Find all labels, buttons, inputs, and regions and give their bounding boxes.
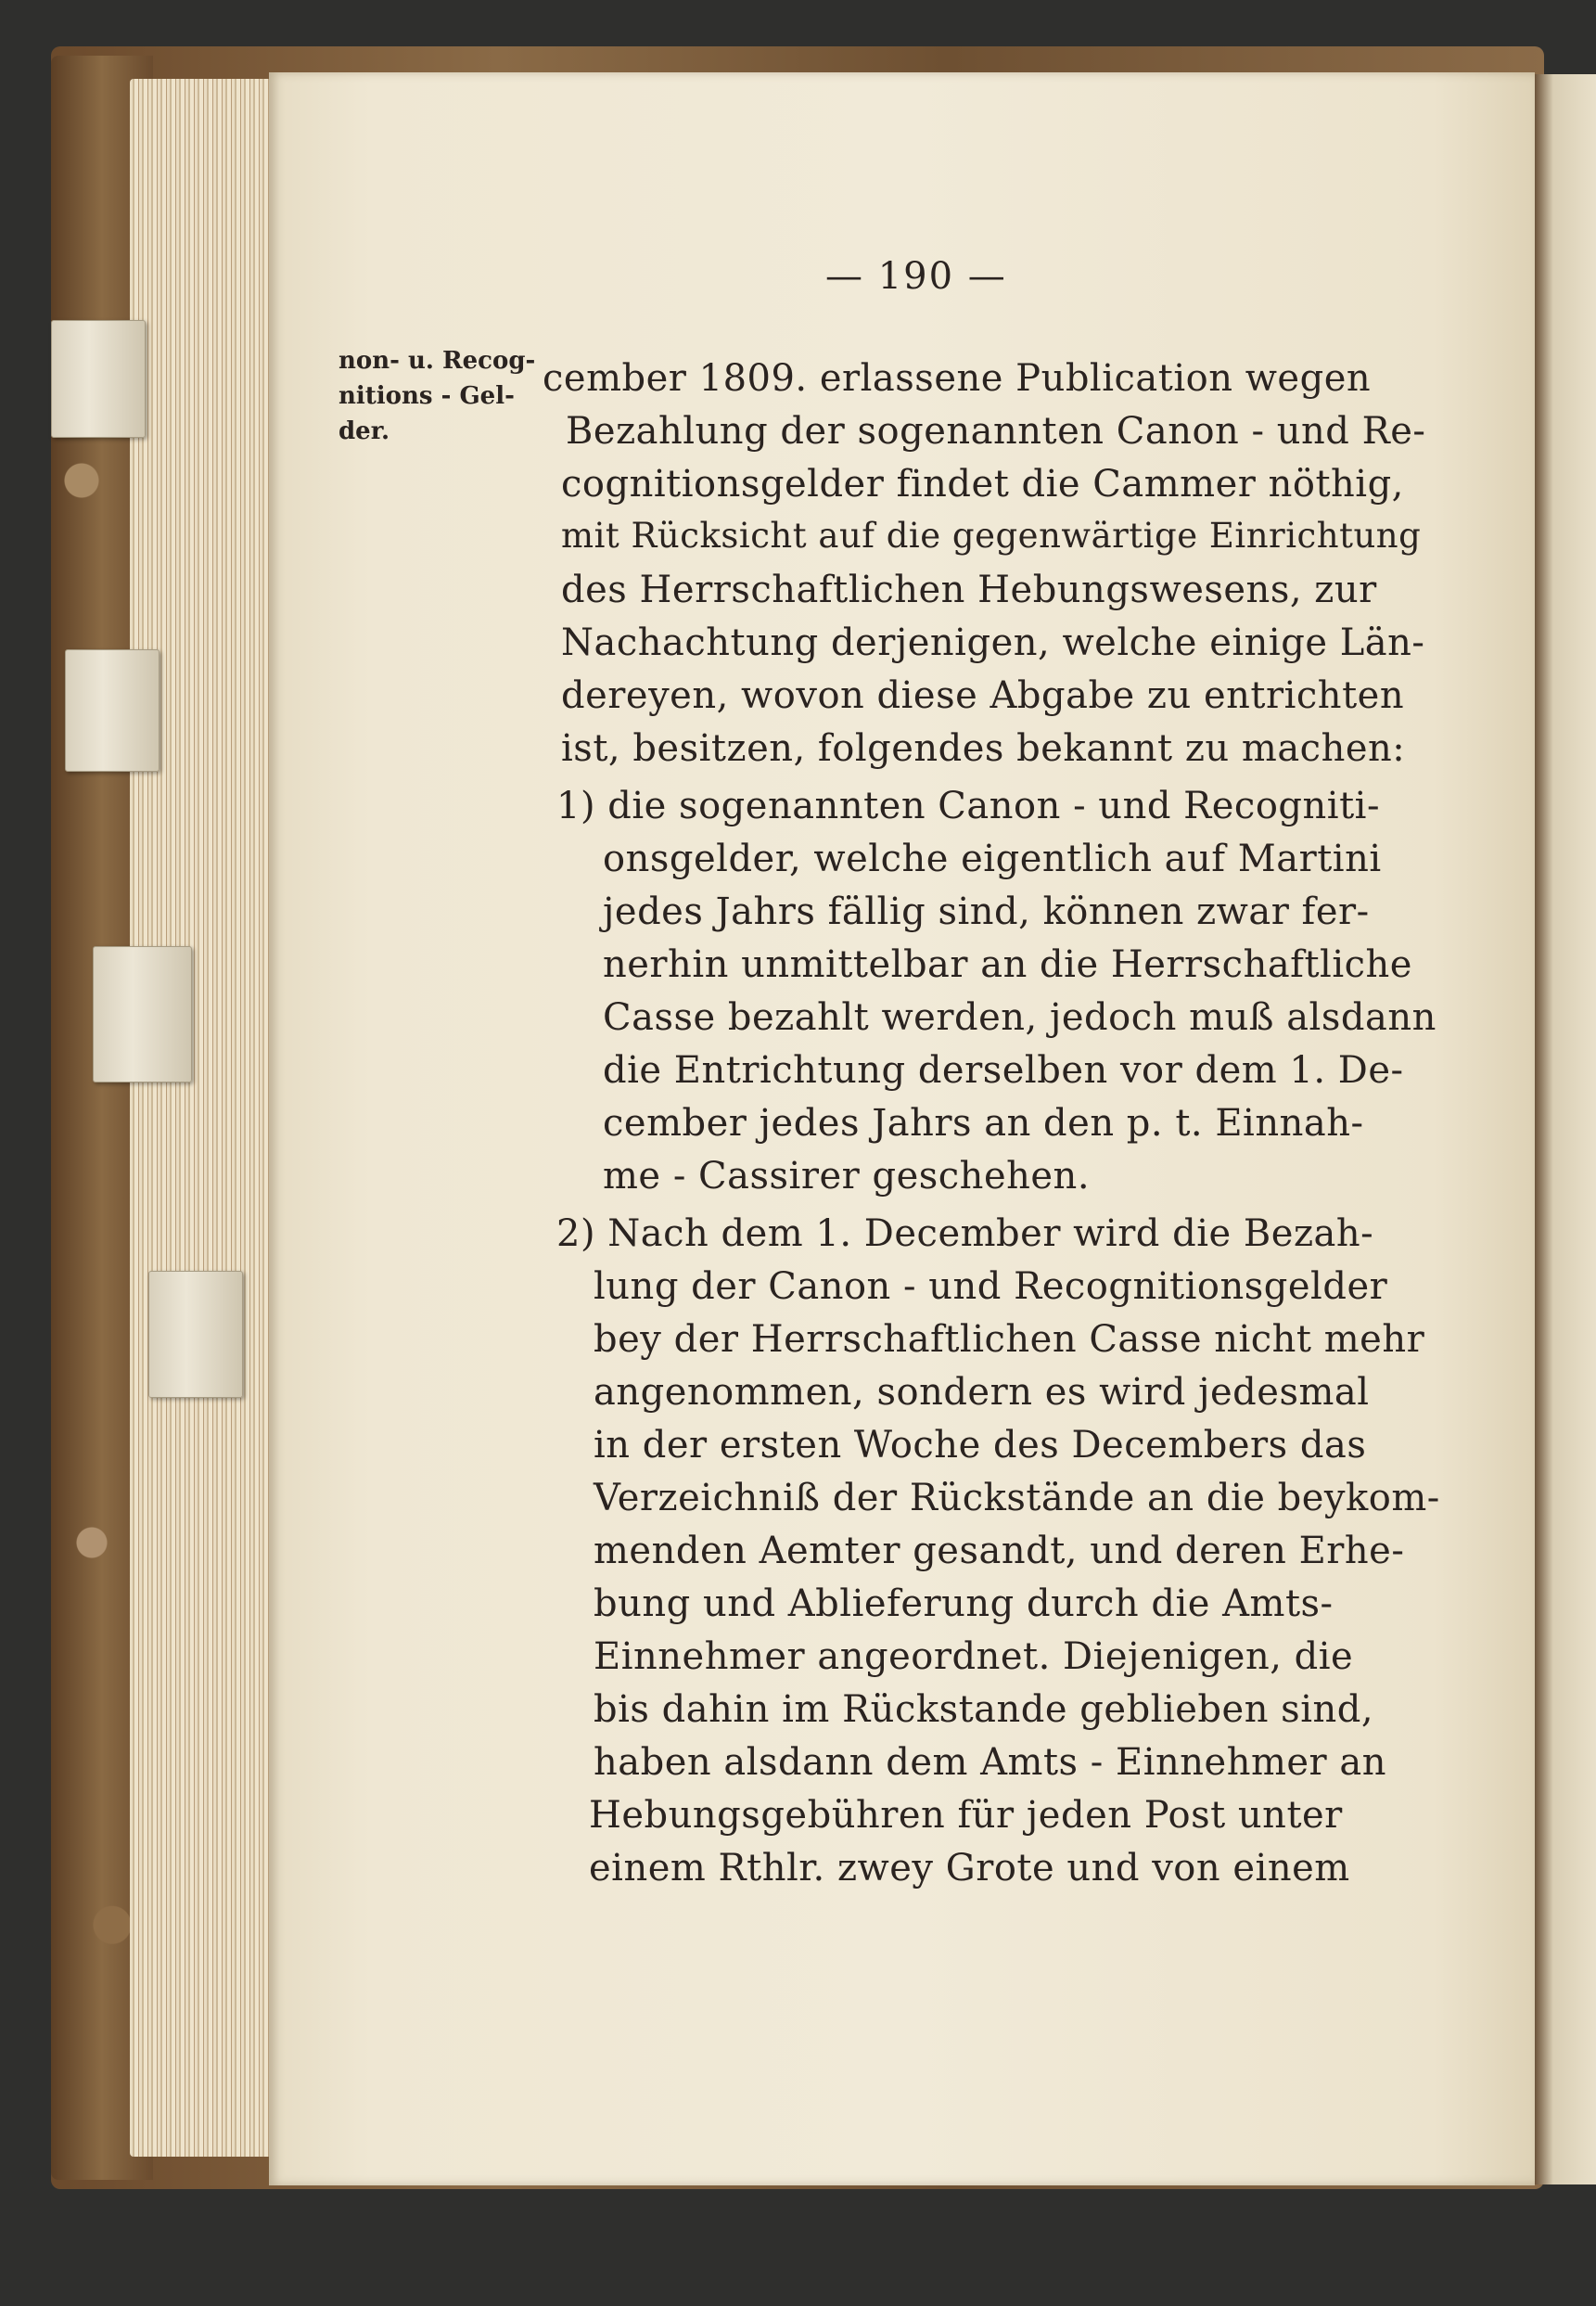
- text-line: Verzeichniß der Rückstände an die beykom-: [594, 1477, 1440, 1519]
- paper-tab: [65, 649, 160, 772]
- margin-note-line: nitions - Gel-: [338, 382, 515, 410]
- margin-note: [338, 343, 535, 449]
- text-line: bung und Ablieferung durch die Amts-: [594, 1582, 1334, 1625]
- text-line: Hebungsgebühren für jeden Post unter: [589, 1794, 1343, 1837]
- text-line: jedes Jahrs fällig sind, können zwar fer-: [603, 890, 1370, 933]
- text-line: nerhin unmittelbar an die Herrschaftliche: [603, 943, 1412, 986]
- page-number: — 190 —: [825, 255, 1007, 298]
- text-line: angenommen, sondern es wird jedesmal: [594, 1371, 1370, 1414]
- margin-note-line: der.: [338, 417, 390, 445]
- paper-tab: [51, 320, 146, 438]
- text-line: Nachachtung derjenigen, welche einige Län-: [561, 621, 1425, 664]
- text-line: lung der Canon - und Recognitionsgelder: [594, 1265, 1388, 1308]
- text-line: cember 1809. erlassene Publication wegen: [543, 357, 1372, 400]
- facing-page-edge: [1535, 74, 1596, 2184]
- text-line: dereyen, wovon diese Abgabe zu entrichten: [561, 674, 1405, 717]
- text-line: mit Rücksicht auf die gegenwärtige Einrichtung: [561, 516, 1422, 556]
- text-line: 2) Nach dem 1. December wird die Bezah-: [556, 1212, 1374, 1255]
- paper-tab: [93, 946, 192, 1083]
- paper-tab: [148, 1271, 243, 1398]
- text-line: 1) die sogenannten Canon - und Recogniti-: [556, 785, 1380, 827]
- text-line: Bezahlung der sogenannten Canon - und Re-: [566, 410, 1426, 453]
- text-line: onsgelder, welche eigentlich auf Martini: [603, 838, 1382, 880]
- text-line: bis dahin im Rückstande geblieben sind,: [594, 1688, 1374, 1731]
- text-line: ist, besitzen, folgendes bekannt zu machen:: [561, 727, 1406, 770]
- text-line: bey der Herrschaftlichen Casse nicht mehr: [594, 1318, 1425, 1361]
- margin-note-line: non- u. Recog-: [338, 347, 536, 375]
- text-line: haben alsdann dem Amts - Einnehmer an: [594, 1741, 1387, 1784]
- text-line: me - Cassirer geschehen.: [603, 1155, 1091, 1198]
- text-line: des Herrschaftlichen Hebungswesens, zur: [561, 569, 1377, 611]
- text-line: Casse bezahlt werden, jedoch muß alsdann: [603, 996, 1436, 1039]
- text-line: menden Aemter gesandt, und deren Erhe-: [594, 1530, 1405, 1572]
- text-line: cember jedes Jahrs an den p. t. Einnah-: [603, 1102, 1364, 1145]
- text-line: einem Rthlr. zwey Grote und von einem: [589, 1847, 1350, 1890]
- text-line: Einnehmer angeordnet. Diejenigen, die: [594, 1635, 1354, 1678]
- text-line: cognitionsgelder findet die Cammer nöthig,: [561, 463, 1404, 506]
- text-line: die Entrichtung derselben vor dem 1. De-: [603, 1049, 1404, 1092]
- text-line: in der ersten Woche des Decembers das: [594, 1424, 1367, 1467]
